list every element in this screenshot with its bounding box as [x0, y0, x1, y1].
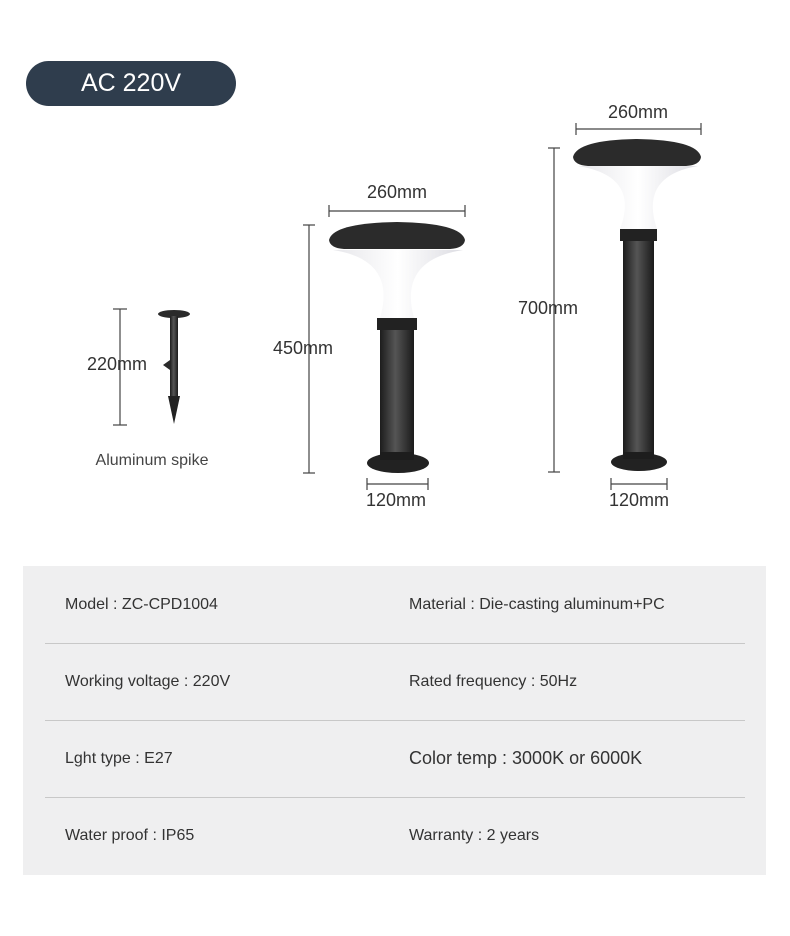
spec-water-proof: Water proof : IP65: [65, 827, 195, 844]
short-light-height-label: 450mm: [272, 338, 334, 358]
short-light-width-label: 260mm: [366, 182, 428, 202]
spec-row: [45, 566, 745, 644]
spec-color-temp: Color temp : 3000K or 6000K: [409, 748, 643, 768]
spec-working-voltage: Working voltage : 220V: [65, 673, 231, 690]
spike-caption: Aluminum spike: [95, 452, 209, 469]
spec-material: Material : Die-casting aluminum+PC: [409, 596, 665, 613]
short-light-base-label: 120mm: [365, 490, 427, 510]
spec-row: [45, 720, 745, 798]
spec-warranty: Warranty : 2 years: [409, 827, 540, 844]
tall-light-width-label: 260mm: [607, 102, 669, 122]
spec-light-type: Lght type : E27: [65, 750, 173, 767]
spec-rated-frequency: Rated frequency : 50Hz: [409, 673, 578, 690]
spec-row: [45, 797, 745, 874]
tall-light-base-label: 120mm: [608, 490, 670, 510]
voltage-badge: AC 220V: [26, 61, 236, 106]
spec-model: Model : ZC-CPD1004: [65, 596, 218, 613]
spike-height-label: 220mm: [86, 354, 148, 374]
tall-light-height-label: 700mm: [517, 298, 579, 318]
spec-row: [45, 643, 745, 721]
specifications-table: [23, 566, 766, 875]
